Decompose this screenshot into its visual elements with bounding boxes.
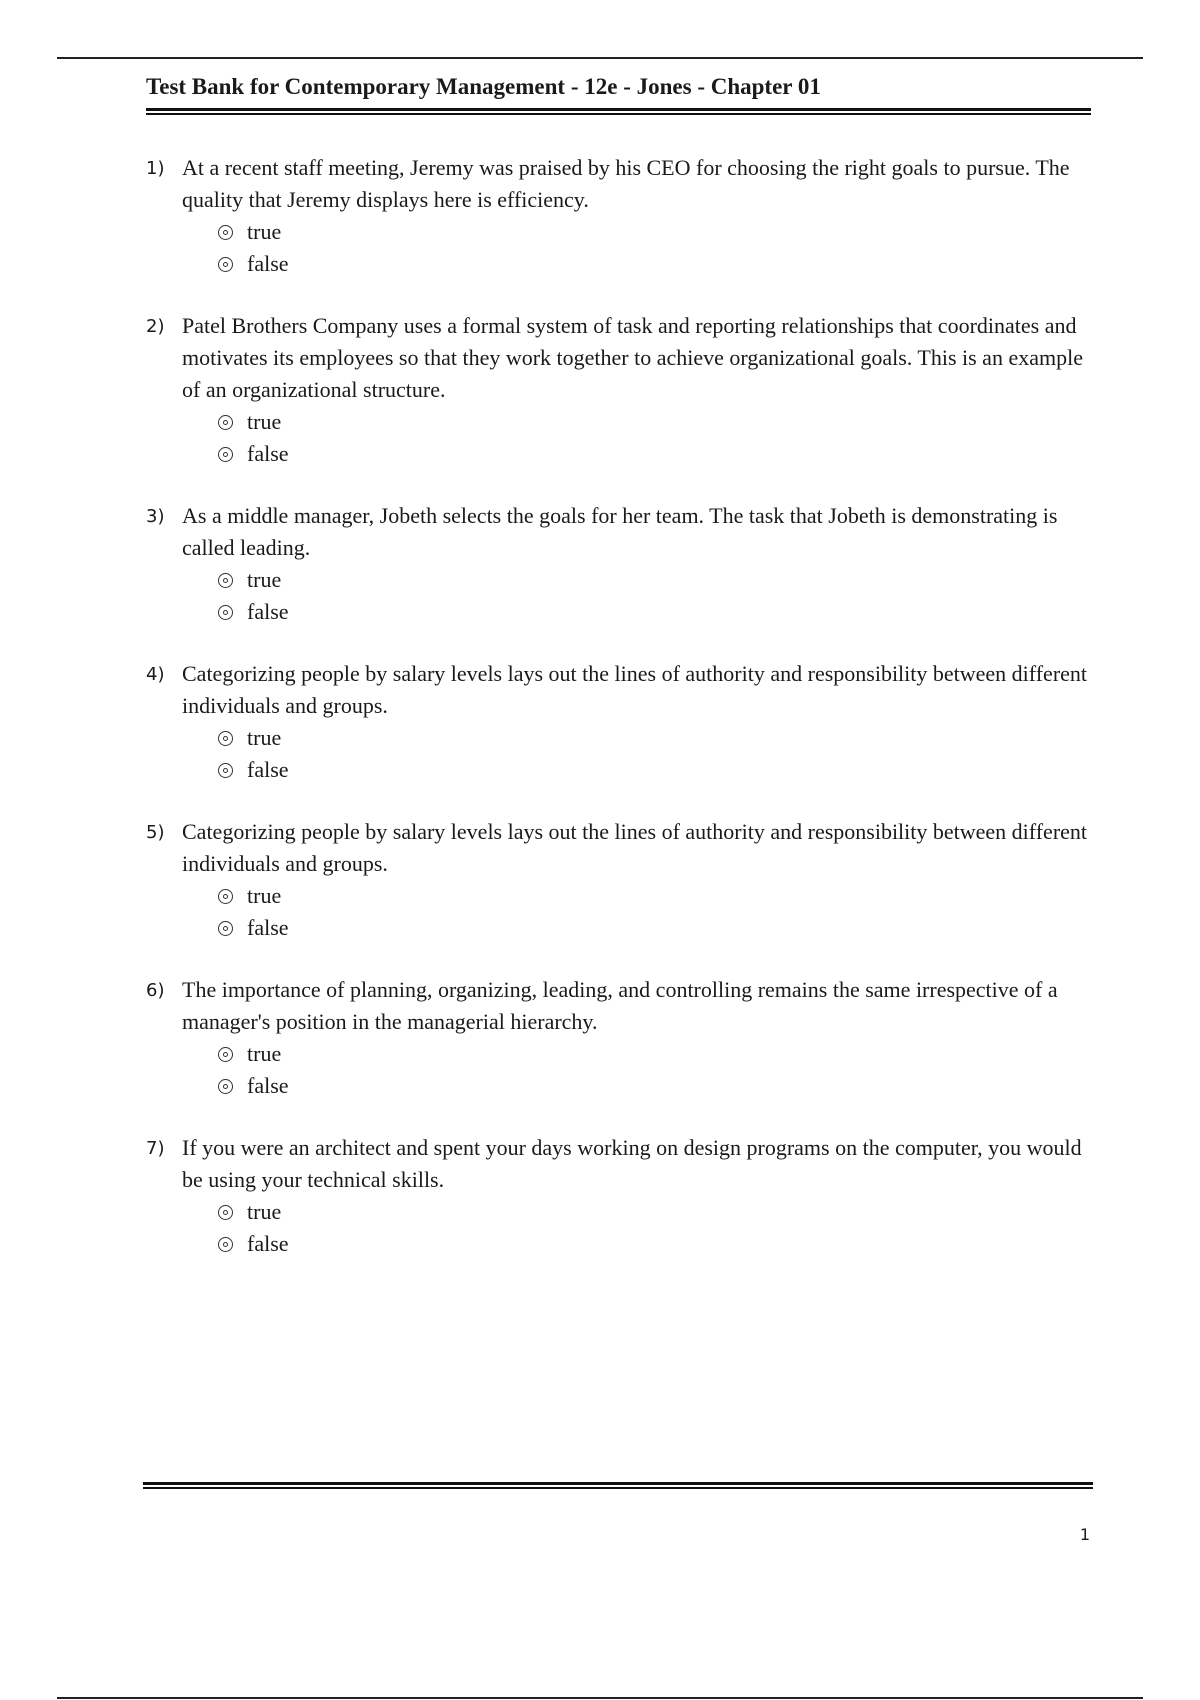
option-false[interactable]: [218, 1228, 1096, 1260]
option-true[interactable]: [218, 1196, 1096, 1228]
question-3: [146, 500, 1096, 628]
question-2: [146, 310, 1096, 470]
question-text: If you were an architect and spent your days working on design programs on the computer, you would be using your technical skills.: [182, 1135, 1082, 1192]
option-false[interactable]: [218, 596, 1096, 628]
question-text: Categorizing people by salary levels lays out the lines of authority and responsibility between different individuals and groups.: [182, 819, 1088, 876]
option-label: false: [247, 1231, 289, 1256]
radio-button-icon[interactable]: [218, 257, 233, 272]
radio-button-icon[interactable]: [218, 1205, 233, 1220]
radio-button-icon[interactable]: [218, 1237, 233, 1252]
radio-button-icon[interactable]: [218, 415, 233, 430]
option-true[interactable]: [218, 406, 1096, 438]
option-label: false: [247, 599, 289, 624]
option-label: true: [247, 1199, 282, 1224]
option-false[interactable]: [218, 438, 1096, 470]
question-number: 6): [146, 980, 165, 1001]
option-false[interactable]: [218, 754, 1096, 786]
question-1: [146, 152, 1096, 280]
option-true[interactable]: [218, 722, 1096, 754]
option-false[interactable]: [218, 1070, 1096, 1102]
answer-options: [218, 216, 1096, 280]
question-4: [146, 658, 1096, 786]
option-label: true: [247, 1041, 282, 1066]
footer-double-rule: [143, 1482, 1093, 1489]
radio-button-icon[interactable]: [218, 1047, 233, 1062]
question-text: The importance of planning, organizing, leading, and controlling remains the same irrespective of a manager's position in the managerial hierarchy.: [182, 977, 1058, 1034]
answer-options: [218, 880, 1096, 944]
question-5: [146, 816, 1096, 944]
question-text: At a recent staff meeting, Jeremy was praised by his CEO for choosing the right goals to pursue. The quality that Jeremy displays here is efficiency.: [182, 155, 1070, 212]
option-label: true: [247, 409, 282, 434]
answer-options: [218, 564, 1096, 628]
radio-button-icon[interactable]: [218, 605, 233, 620]
radio-button-icon[interactable]: [218, 921, 233, 936]
radio-button-icon[interactable]: [218, 763, 233, 778]
answer-options: [218, 722, 1096, 786]
document-header: [146, 72, 1091, 115]
radio-button-icon[interactable]: [218, 889, 233, 904]
page-number: 1: [1079, 1525, 1090, 1544]
question-text: Categorizing people by salary levels lays out the lines of authority and responsibility between different individuals and groups.: [182, 661, 1088, 718]
option-false[interactable]: [218, 248, 1096, 280]
question-number: 1): [146, 158, 165, 179]
answer-options: [218, 1038, 1096, 1102]
option-true[interactable]: [218, 216, 1096, 248]
question-number: 4): [146, 664, 165, 685]
option-label: false: [247, 915, 289, 940]
option-true[interactable]: [218, 1038, 1096, 1070]
option-true[interactable]: [218, 564, 1096, 596]
header-double-rule: [146, 108, 1091, 115]
radio-button-icon[interactable]: [218, 573, 233, 588]
bottom-page-rule: [57, 1697, 1143, 1699]
question-number: 7): [146, 1138, 165, 1159]
option-label: false: [247, 1073, 289, 1098]
option-label: true: [247, 219, 282, 244]
option-label: true: [247, 883, 282, 908]
question-list: [146, 152, 1096, 1290]
option-label: true: [247, 725, 282, 750]
document-title: Test Bank for Contemporary Management - 12e - Jones - Chapter 01: [146, 74, 821, 99]
radio-button-icon[interactable]: [218, 731, 233, 746]
question-number: 2): [146, 316, 165, 337]
radio-button-icon[interactable]: [218, 225, 233, 240]
option-false[interactable]: [218, 912, 1096, 944]
option-label: false: [247, 251, 289, 276]
option-true[interactable]: [218, 880, 1096, 912]
question-text: Patel Brothers Company uses a formal system of task and reporting relationships that coordinates and motivates its employees so that they work together to achieve organizational goals. This is an example of an organizational structure.: [182, 313, 1083, 402]
radio-button-icon[interactable]: [218, 447, 233, 462]
radio-button-icon[interactable]: [218, 1079, 233, 1094]
answer-options: [218, 1196, 1096, 1260]
option-label: false: [247, 757, 289, 782]
question-6: [146, 974, 1096, 1102]
question-text: As a middle manager, Jobeth selects the goals for her team. The task that Jobeth is demonstrating is called leading.: [182, 503, 1058, 560]
option-label: false: [247, 441, 289, 466]
question-number: 5): [146, 822, 165, 843]
option-label: true: [247, 567, 282, 592]
question-7: [146, 1132, 1096, 1260]
top-page-rule: [57, 57, 1143, 59]
question-number: 3): [146, 506, 165, 527]
answer-options: [218, 406, 1096, 470]
